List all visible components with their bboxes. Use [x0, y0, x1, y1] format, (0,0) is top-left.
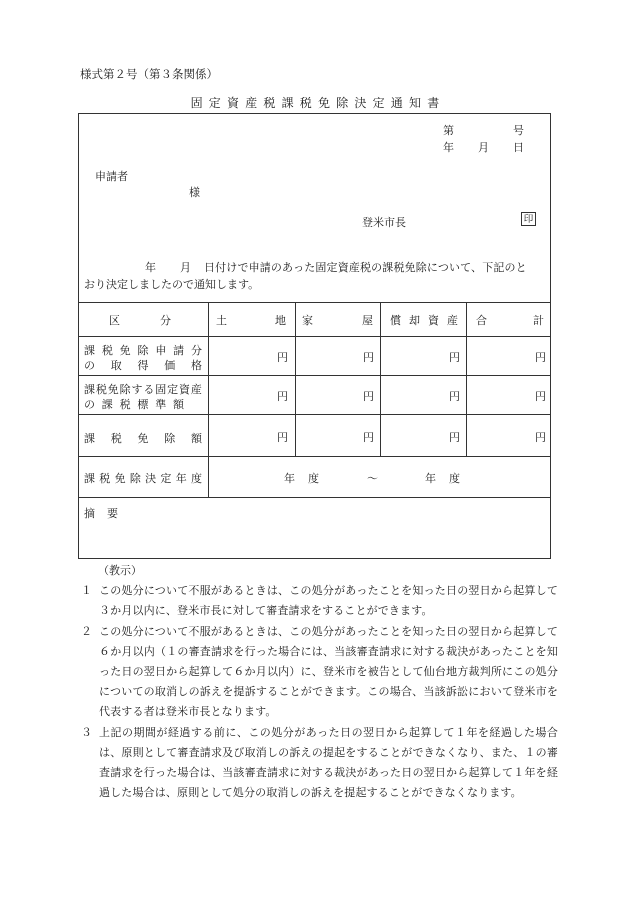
- note-text: 上記の期間が経過する前に、この処分があった日の翌日から起算して１年を経過した場合は、原則として審査請求及び取消しの訴えの提起をすることができなくなり、また、１の審査請求を行った場合は、当該審査請求に対する裁決があった日の翌日から起算して１年を経過した場合は、原則として処分の取消しの訴えを提起することができなくなります。: [99, 725, 558, 800]
- row2-house-unit: 円: [363, 390, 374, 403]
- body-line1: 日付けで申請のあった固定資産税の課税免除について、下記のと: [204, 261, 527, 274]
- period-year-to: 年度: [425, 472, 473, 485]
- col-header-depreciable: 償 却 資 産: [390, 314, 458, 327]
- col-divider-2: [295, 302, 296, 456]
- col-divider-4: [466, 302, 467, 456]
- note-number: ３: [81, 725, 93, 739]
- header-row-rule: [79, 336, 550, 337]
- row1-house-unit: 円: [363, 351, 374, 364]
- row2-total-unit: 円: [535, 390, 546, 403]
- date-year: 年: [443, 141, 454, 154]
- form-number: 様式第２号（第３条関係）: [80, 67, 218, 81]
- instruction-notes: [78, 561, 558, 803]
- row3-depreciable-unit: 円: [449, 431, 460, 444]
- row3-total-unit: 円: [535, 431, 546, 444]
- document-title: 固定資産税課税免除決定通知書: [190, 96, 446, 110]
- row2-rule: [79, 414, 550, 415]
- applicant-label: 申請者: [95, 170, 128, 183]
- date-month: 月: [478, 141, 489, 154]
- note-item-3: [78, 723, 558, 804]
- row2-land-unit: 円: [277, 390, 288, 403]
- body-line2: おり決定しましたので通知します。: [84, 278, 260, 291]
- row1-total-unit: 円: [535, 351, 546, 364]
- row3-house-unit: 円: [363, 431, 374, 444]
- row3-label: 課 税 免 除 額: [84, 432, 202, 445]
- seal-mark: 印: [521, 212, 536, 226]
- notice-form: [78, 113, 551, 559]
- col-header-total: 合 計: [476, 314, 544, 327]
- number-prefix: 第: [443, 124, 454, 137]
- row1-depreciable-unit: 円: [449, 351, 460, 364]
- note-item-1: [78, 581, 558, 621]
- row3-land-unit: 円: [277, 431, 288, 444]
- note-text: この処分について不服があるときは、この処分があったことを知った日の翌日から起算して３か月以内に、登米市長に対して審査請求をすることができます。: [99, 584, 558, 618]
- body-month: 月: [180, 261, 191, 274]
- row1-land-unit: 円: [277, 351, 288, 364]
- row2-label-line2: の 課 税 標 準 額: [84, 398, 184, 411]
- body-year: 年: [145, 261, 156, 274]
- date-day: 日: [513, 141, 524, 154]
- note-number: １: [81, 584, 93, 598]
- col-header-category: 区 分: [109, 314, 171, 327]
- period-year-from: 年度: [284, 472, 332, 485]
- col-header-house: 家 屋: [302, 314, 373, 327]
- honorific: 様: [189, 186, 200, 199]
- note-item-2: [78, 622, 558, 723]
- note-number: ２: [81, 624, 93, 638]
- row2-depreciable-unit: 円: [449, 390, 460, 403]
- notes-heading: （教示）: [98, 564, 142, 577]
- table-top-rule: [79, 302, 550, 303]
- number-suffix: 号: [513, 124, 524, 137]
- col-divider-3: [380, 302, 381, 456]
- note-text: この処分について不服があるときは、この処分があったことを知った日の翌日から起算して６か月以内（１の審査請求を行った場合には、当該審査請求に対する裁決があったことを知った日の翌日から起算して６か月以内）に、登米市を被告として仙台地方裁判所にこの処分についての取消しの訴えを提訴することができます。この場合、当該訴訟において登米市を代表する者は登米市長となります。: [99, 624, 558, 719]
- col-divider-1: [208, 302, 209, 497]
- issuer-name: 登米市長: [362, 216, 406, 229]
- col-header-land: 土 地: [216, 314, 286, 327]
- remarks-label: 摘要: [84, 507, 130, 520]
- row3-rule: [79, 456, 550, 457]
- period-label: 課 税 免 除 決 定 年 度: [84, 472, 202, 485]
- row2-label-line1: 課 税 免 除 す る 固 定 資 産: [84, 383, 202, 396]
- row1-rule: [79, 375, 550, 376]
- row1-label-line2: の 取 得 価 格: [84, 359, 202, 372]
- period-tilde: ～: [367, 472, 378, 485]
- row1-label-line1: 課 税 免 除 申 請 分: [84, 344, 202, 357]
- period-row-rule: [79, 497, 550, 498]
